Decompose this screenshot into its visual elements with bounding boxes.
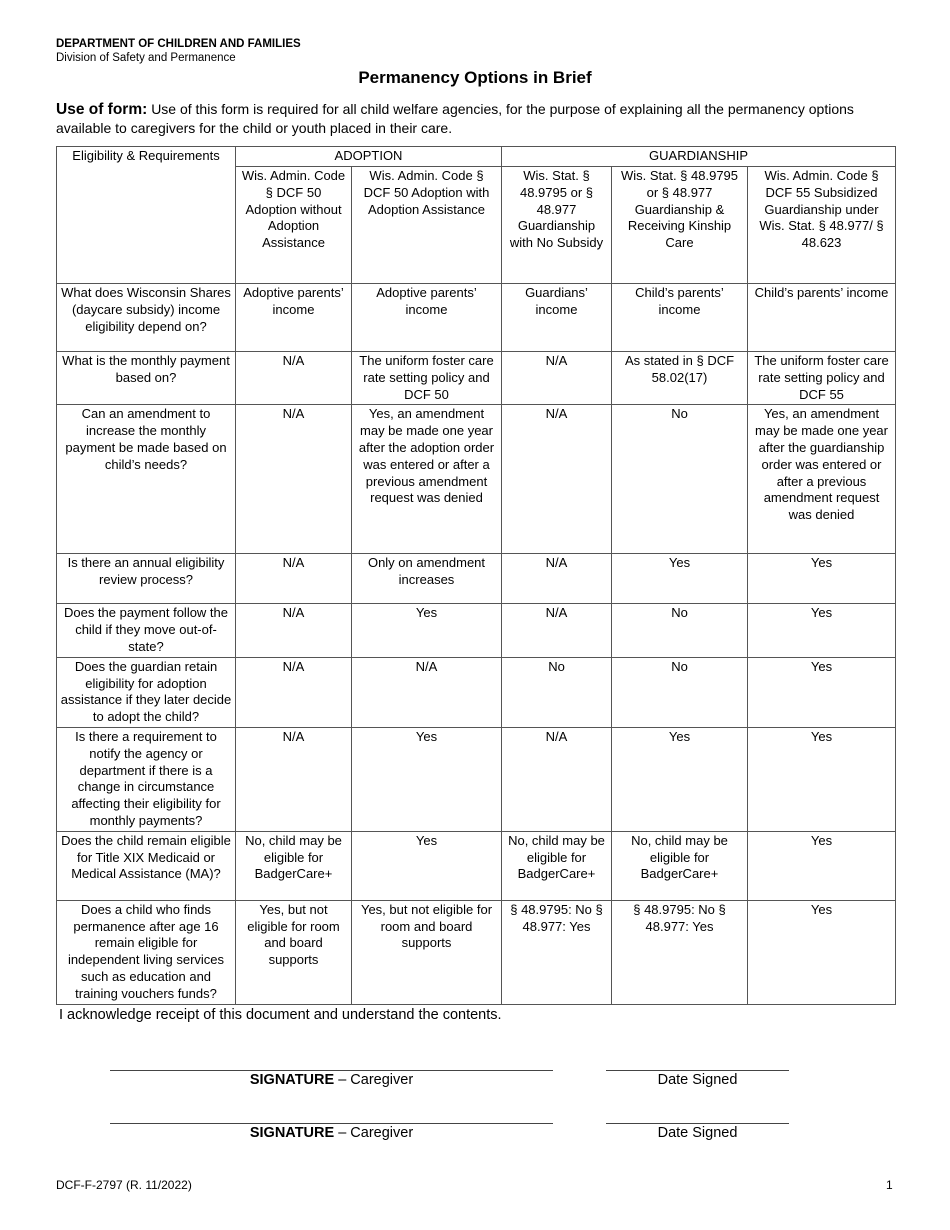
table-cell: N/A — [236, 604, 352, 657]
row-question: Can an amendment to increase the monthly payment be made based on child’s needs? — [57, 405, 236, 554]
table-cell: Adoptive parents’ income — [236, 284, 352, 352]
table-cell: Yes — [352, 604, 502, 657]
table-cell: Yes, an amendment may be made one year after the guardianship order was entered or after a previous amendment request was denied — [748, 405, 896, 554]
signature-label-2 — [110, 1125, 553, 1141]
table-cell: Yes — [612, 554, 748, 604]
row-question: Does a child who finds permanence after age 16 remain eligible for independent living services such as education and training vouchers funds? — [57, 900, 236, 1004]
column-header: Wis. Stat. § 48.9795 or § 48.977 Guardianship with No Subsidy — [502, 167, 612, 284]
use-of-form-text: Use of this form is required for all child welfare agencies, for the purpose of explaining all the permanency options available to caregivers for the child or youth placed in their care. — [56, 101, 854, 136]
table-cell: No, child may be eligible for BadgerCare+ — [612, 831, 748, 900]
table-row — [57, 657, 896, 727]
table-cell: N/A — [502, 727, 612, 831]
row-question: Is there an annual eligibility review process? — [57, 554, 236, 604]
table-cell: N/A — [502, 554, 612, 604]
table-cell: No — [612, 604, 748, 657]
table-cell: The uniform foster care rate setting policy and DCF 50 — [352, 352, 502, 405]
table-cell: Yes — [748, 657, 896, 727]
table-cell: No, child may be eligible for BadgerCare+ — [502, 831, 612, 900]
use-of-form-label: Use of form: — [56, 101, 148, 118]
table-cell: Yes — [748, 831, 896, 900]
group-header-adoption: ADOPTION — [236, 147, 502, 167]
table-cell: No — [612, 657, 748, 727]
table-cell: N/A — [352, 657, 502, 727]
table-cell: Adoptive parents’ income — [352, 284, 502, 352]
table-cell: N/A — [502, 405, 612, 554]
table-cell: No — [612, 405, 748, 554]
table-cell: Yes — [748, 554, 896, 604]
table-cell: Yes — [748, 727, 896, 831]
date-label-2: Date Signed — [657, 1125, 738, 1141]
table-cell: Guardians’ income — [502, 284, 612, 352]
row-question: Does the guardian retain eligibility for adoption assistance if they later decide to adopt the child? — [57, 657, 236, 727]
table-cell: The uniform foster care rate setting policy and DCF 55 — [748, 352, 896, 405]
page-title: Permanency Options in Brief — [358, 68, 592, 87]
row-question: What does Wisconsin Shares (daycare subsidy) income eligibility depend on? — [57, 284, 236, 352]
table-cell: Yes — [612, 727, 748, 831]
table-cell: Child’s parents’ income — [612, 284, 748, 352]
row-question: Is there a requirement to notify the agency or department if there is a change in circumstance affecting their eligibility for monthly payments? — [57, 727, 236, 831]
table-cell: N/A — [502, 604, 612, 657]
column-header: Wis. Stat. § 48.9795 or § 48.977 Guardianship & Receiving Kinship Care — [612, 167, 748, 284]
column-header: Wis. Admin. Code § DCF 50 Adoption without Adoption Assistance — [236, 167, 352, 284]
table-cell: No — [502, 657, 612, 727]
permanency-options-table — [56, 146, 896, 1005]
group-header-guardianship: GUARDIANSHIP — [502, 147, 896, 167]
division-name: Division of Safety and Permanence — [56, 52, 236, 64]
table-cell: Only on amendment increases — [352, 554, 502, 604]
table-cell: Yes — [748, 604, 896, 657]
signature-line-1[interactable] — [110, 1070, 553, 1071]
date-label-1: Date Signed — [657, 1072, 738, 1088]
signature-line-2[interactable] — [110, 1123, 553, 1124]
corner-header: Eligibility & Requirements — [57, 147, 236, 284]
table-cell: Yes, an amendment may be made one year after the adoption order was entered or after a previous amendment request was denied — [352, 405, 502, 554]
table-row — [57, 604, 896, 657]
table-row — [57, 900, 896, 1004]
form-number: DCF-F-2797 (R. 11/2022) — [56, 1178, 192, 1192]
row-question: What is the monthly payment based on? — [57, 352, 236, 405]
signature-label-role: – Caregiver — [334, 1072, 414, 1088]
department-name: DEPARTMENT OF CHILDREN AND FAMILIES — [56, 38, 301, 50]
signature-label-bold: SIGNATURE — [249, 1072, 335, 1088]
acknowledgement-text: I acknowledge receipt of this document and understand the contents. — [59, 1007, 502, 1023]
table-row — [57, 405, 896, 554]
signature-label-role: – Caregiver — [334, 1125, 414, 1141]
table-row — [57, 352, 896, 405]
table-cell: Yes — [748, 900, 896, 1004]
table-cell: No, child may be eligible for BadgerCare+ — [236, 831, 352, 900]
column-header: Wis. Admin. Code § DCF 55 Subsidized Guardianship under Wis. Stat. § 48.977/ § 48.623 — [748, 167, 896, 284]
table-cell: Yes, but not eligible for room and board supports — [236, 900, 352, 1004]
signature-label-bold: SIGNATURE — [249, 1125, 335, 1141]
table-cell: N/A — [236, 352, 352, 405]
date-line-2[interactable] — [606, 1123, 789, 1124]
table-cell: § 48.9795: No § 48.977: Yes — [612, 900, 748, 1004]
table-cell: Yes, but not eligible for room and board supports — [352, 900, 502, 1004]
table-cell: Yes — [352, 831, 502, 900]
table-cell: Child’s parents’ income — [748, 284, 896, 352]
table-cell: Yes — [352, 727, 502, 831]
column-header: Wis. Admin. Code § DCF 50 Adoption with Adoption Assistance — [352, 167, 502, 284]
table-cell: N/A — [236, 405, 352, 554]
page-number: 1 — [886, 1178, 893, 1192]
table-cell: N/A — [236, 554, 352, 604]
row-question: Does the child remain eligible for Title XIX Medicaid or Medical Assistance (MA)? — [57, 831, 236, 900]
table-row — [57, 727, 896, 831]
table-cell: N/A — [236, 727, 352, 831]
table-cell: N/A — [236, 657, 352, 727]
row-question: Does the payment follow the child if they move out-of-state? — [57, 604, 236, 657]
table-cell: N/A — [502, 352, 612, 405]
date-line-1[interactable] — [606, 1070, 789, 1071]
use-of-form — [56, 100, 896, 138]
table-row — [57, 554, 896, 604]
table-cell: § 48.9795: No § 48.977: Yes — [502, 900, 612, 1004]
table-cell: As stated in § DCF 58.02(17) — [612, 352, 748, 405]
table-row — [57, 831, 896, 900]
signature-label-1 — [110, 1072, 553, 1088]
table-row — [57, 284, 896, 352]
